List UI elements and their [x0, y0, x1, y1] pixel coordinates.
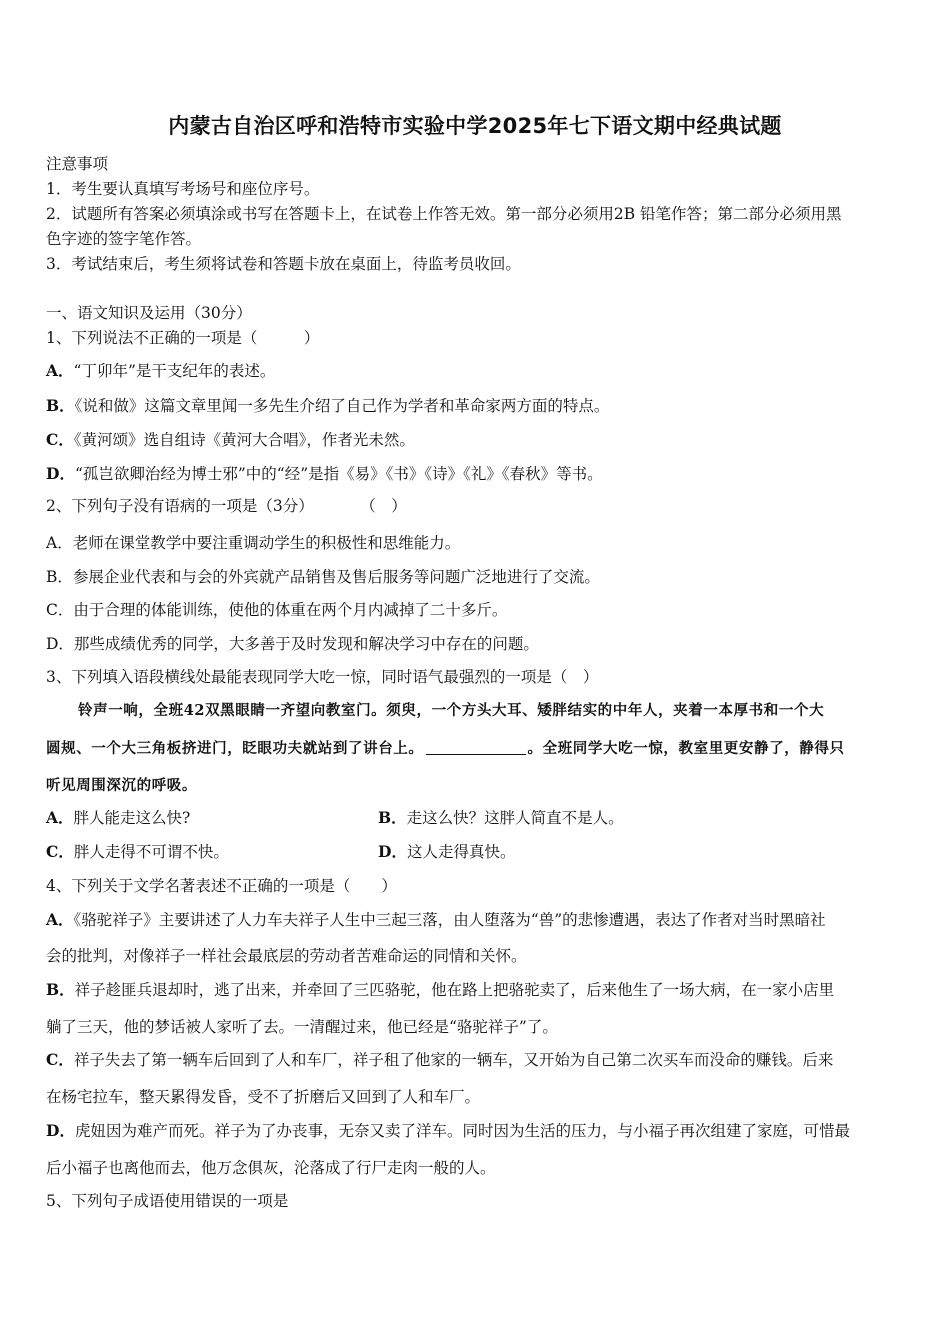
q2-option-a: A．老师在课堂教学中要注重调动学生的积极性和思维能力。	[46, 534, 461, 552]
q4-line	[46, 908, 826, 930]
q2-option-c: C．由于合理的体能训练，使他的体重在两个月内减掉了二十多斤。	[46, 601, 508, 619]
passage-text: 。全班同学大吃一惊，教室里更安静了，静得只	[527, 740, 845, 757]
option-label: B．	[46, 980, 75, 999]
q3-passage-line: 听见周围深沉的呼吸。	[46, 777, 197, 794]
q3-passage-line: 铃声一响，全班42双黑眼睛一齐望向教室门。须臾，一个方头大耳、矮胖结实的中年人，夹着一本厚书和一个大	[78, 702, 825, 719]
option-text: 《说和做》这篇文章里闻一多先生介绍了自己作为学者和革命家两方面的特点。	[74, 397, 610, 415]
option-text: 这人走得真快。	[406, 843, 516, 861]
q2-option-d: D．那些成绩优秀的同学，大多善于及时发现和解决学习中存在的问题。	[46, 635, 539, 653]
q1-option-a	[46, 359, 275, 381]
option-text: 《黄河颂》选自组诗《黄河大合唱》，作者光未然。	[73, 431, 415, 449]
option-label: A．	[46, 910, 74, 929]
option-text: 胖人能走这么快?	[73, 809, 191, 827]
notice-heading: 注意事项	[46, 155, 109, 173]
q3-option-d	[378, 840, 515, 862]
notice-item: 1．考生要认真填写考场号和座位序号。	[46, 180, 320, 198]
q4-line: 后小福子也离他而去，他万念俱灰，沦落成了行尸走肉一般的人。	[46, 1159, 496, 1177]
option-label: B．	[378, 808, 407, 827]
q4-line: 在杨宅拉车，整天累得发昏，受不了折磨后又回到了人和车厂。	[46, 1088, 481, 1106]
option-text: 虎妞因为难产而死。祥子为了办丧事，无奈又卖了洋车。同时因为生活的压力，与小福子再次组建了家庭，可惜最	[74, 1122, 850, 1140]
question-1-stem: 1、下列说法不正确的一项是（ ）	[46, 329, 320, 347]
q1-option-c	[46, 428, 415, 450]
answer-blank[interactable]	[426, 740, 526, 755]
question-3-stem: 3、下列填入语段横线处最能表现同学大吃一惊，同时语气最强烈的一项是（ ）	[46, 668, 599, 686]
option-label: D．	[378, 842, 407, 861]
option-label: D．	[46, 1121, 75, 1140]
q4-line	[46, 1048, 833, 1070]
section-heading: 一、语文知识及运用（30分）	[46, 304, 252, 322]
q3-passage-line	[46, 737, 845, 758]
notice-item: 2．试题所有答案必须填涂或书写在答题卡上，在试卷上作答无效。第一部分必须用2B 铅笔作答；第二部分必须用黑	[46, 205, 842, 223]
option-label: C．	[46, 1050, 74, 1069]
passage-text: 圆规、一个大三角板挤进门，眨眼功夫就站到了讲台上。	[46, 740, 424, 757]
option-text: 走这么快？这胖人简直不是人。	[406, 809, 624, 827]
q2-option-b: B．参展企业代表和与会的外宾就产品销售及售后服务等问题广泛地进行了交流。	[46, 568, 600, 586]
option-text: 祥子趁匪兵退却时，逃了出来，并牵回了三匹骆驼，他在路上把骆驼卖了，后来他生了一场大病，在一家小店里	[74, 981, 835, 999]
question-2-stem: 2、下列句子没有语病的一项是（3分） （ ）	[46, 497, 407, 515]
option-label: B．	[46, 396, 75, 415]
option-text: 祥子失去了第一辆车后回到了人和车厂，祥子租了他家的一辆车，又开始为自己第二次买车而没命的赚钱。后来	[73, 1051, 834, 1069]
page-title: 内蒙古自治区呼和浩特市实验中学2025年七下语文期中经典试题	[168, 114, 782, 138]
option-text: “丁卯年”是干支纪年的表述。	[73, 362, 276, 380]
option-text: 胖人走得不可谓不快。	[73, 843, 229, 861]
q3-option-b	[378, 806, 624, 828]
q1-option-b	[46, 394, 609, 416]
option-label: A．	[46, 808, 74, 827]
question-4-stem: 4、下列关于文学名著表述不正确的一项是（ ）	[46, 877, 397, 895]
option-label: D．	[46, 464, 75, 483]
option-text: 《骆驼祥子》主要讲述了人力车夫祥子人生中三起三落，由人堕落为“兽”的悲惨遭遇，表达了作者对当时黑暗社	[73, 911, 826, 929]
notice-item: 色字迹的签字笔作答。	[46, 230, 202, 248]
notice-item: 3．考试结束后，考生须将试卷和答题卡放在桌面上，待监考员收回。	[46, 255, 521, 273]
question-5-stem: 5、下列句子成语使用错误的一项是	[46, 1192, 289, 1210]
q4-line	[46, 1119, 850, 1141]
option-label: A．	[46, 361, 74, 380]
q3-option-c	[46, 840, 229, 862]
q4-line: 躺了三天，他的梦话被人家听了去。一清醒过来，他已经是“骆驼祥子”了。	[46, 1018, 558, 1036]
q3-option-a	[46, 806, 190, 828]
q1-option-d	[46, 462, 603, 484]
q4-line: 会的批判，对像祥子一样社会最底层的劳动者苦难命运的同情和关怀。	[46, 947, 527, 965]
option-label: C．	[46, 842, 74, 861]
option-label: C．	[46, 430, 74, 449]
q4-line	[46, 978, 834, 1000]
option-text: “孤岂欲卿治经为博士邪”中的“经”是指《易》《书》《诗》《礼》《春秋》等书。	[74, 465, 603, 483]
